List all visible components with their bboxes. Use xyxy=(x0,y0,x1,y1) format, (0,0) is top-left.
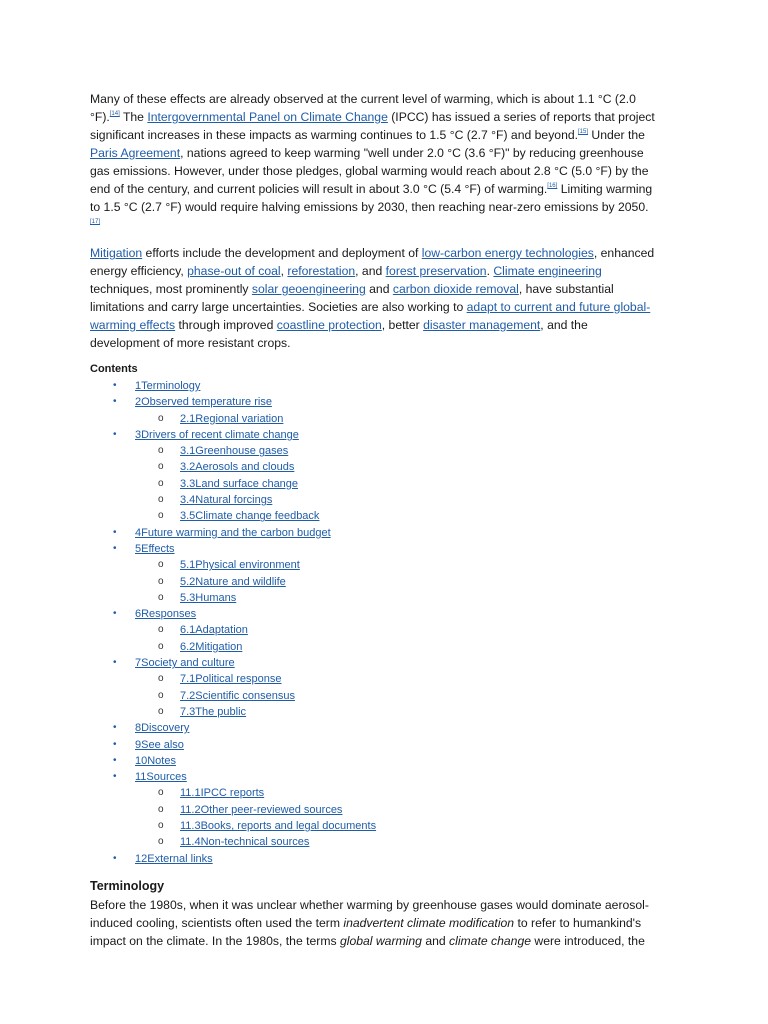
toc-link[interactable]: 7.3The public xyxy=(180,705,247,718)
link-solar-geoengineering[interactable]: solar geoengineering xyxy=(251,282,366,296)
link-coastline-protection[interactable]: coastline protection xyxy=(276,318,382,332)
toc-item xyxy=(90,851,658,867)
reference-link[interactable]: [17] xyxy=(90,219,101,225)
toc-subitem xyxy=(90,671,658,687)
circle-bullet-icon: o xyxy=(158,445,164,457)
circle-bullet-icon: o xyxy=(158,591,164,603)
toc-subitem xyxy=(90,818,658,834)
text: . xyxy=(486,264,494,278)
link-forest-preservation[interactable]: forest preservation xyxy=(385,264,487,278)
emphasis-text: inadvertent climate modification xyxy=(343,915,515,930)
toc-link[interactable]: 11.3Books, reports and legal documents xyxy=(180,820,377,833)
toc-link[interactable]: 7Society and culture xyxy=(135,657,235,670)
mitigation-paragraph xyxy=(90,244,658,352)
toc-link[interactable]: 6.1Adaptation xyxy=(180,624,248,637)
circle-bullet-icon: o xyxy=(158,640,164,652)
circle-bullet-icon: o xyxy=(158,836,164,848)
toc-link[interactable]: 11Sources xyxy=(135,771,187,784)
circle-bullet-icon: o xyxy=(158,477,164,489)
text: , xyxy=(280,264,288,278)
circle-bullet-icon: o xyxy=(158,820,164,832)
toc-subitem xyxy=(90,622,658,638)
toc-link[interactable]: 7.1Political response xyxy=(180,673,282,686)
intro-paragraph xyxy=(90,90,658,234)
circle-bullet-icon: o xyxy=(158,494,164,506)
toc-item xyxy=(90,378,658,394)
table-of-contents xyxy=(90,378,658,867)
link-paris-agreement[interactable]: Paris Agreement xyxy=(90,146,181,160)
link-reforestation[interactable]: reforestation xyxy=(287,264,356,278)
toc-subitem xyxy=(90,574,658,590)
link-adaptation[interactable]: adapt to current and future global-warming effects xyxy=(90,300,651,332)
toc-item xyxy=(90,525,658,541)
toc-link[interactable]: 10Notes xyxy=(135,754,176,767)
text: , enhanced energy efficiency, xyxy=(90,246,655,278)
circle-bullet-icon: o xyxy=(158,510,164,522)
emphasis-text: climate change xyxy=(449,933,532,948)
bullet-icon: • xyxy=(113,657,117,669)
bullet-icon: • xyxy=(113,608,117,620)
text: Limiting warming to 1.5 °C (2.7 °F) would require halving emissions by 2030, then reaching near-zero emissions by 2050. xyxy=(90,182,653,214)
bullet-icon: • xyxy=(113,771,117,783)
toc-item xyxy=(90,737,658,753)
text: The xyxy=(119,110,148,124)
reference-link[interactable]: [15] xyxy=(578,129,589,135)
toc-subitem xyxy=(90,459,658,475)
bullet-icon: • xyxy=(113,542,117,554)
circle-bullet-icon: o xyxy=(158,412,164,424)
circle-bullet-icon: o xyxy=(158,803,164,815)
toc-subitem xyxy=(90,785,658,801)
toc-item xyxy=(90,394,658,410)
toc-item xyxy=(90,606,658,622)
toc-subitem xyxy=(90,802,658,818)
toc-link[interactable]: 5.1Physical environment xyxy=(180,559,300,572)
toc-subitem xyxy=(90,557,658,573)
link-ipcc[interactable]: Intergovernmental Panel on Climate Change xyxy=(147,110,388,124)
text: , have substantial limitations and carry large uncertainties. Societies are also working to xyxy=(90,282,614,314)
toc-link[interactable]: 1Terminology xyxy=(135,380,201,392)
text: and xyxy=(421,933,450,948)
toc-subitem xyxy=(90,590,658,606)
text: , nations agreed to keep warming "well under 2.0 °C (3.6 °F)" by reducing greenhouse gas emissions. However, under those pledges, global warming would reach about 2.8 °C (5.0 °F) by the end of the century, and current policies will result in about 3.0 °C (5.4 °F) of warming. xyxy=(90,146,649,196)
toc-item xyxy=(90,720,658,736)
bullet-icon: • xyxy=(113,526,117,538)
toc-subitem xyxy=(90,639,658,655)
toc-link[interactable]: 3.3Land surface change xyxy=(180,477,299,490)
text: , better xyxy=(381,318,424,332)
toc-item xyxy=(90,769,658,785)
toc-subitem xyxy=(90,704,658,720)
circle-bullet-icon: o xyxy=(158,624,164,636)
toc-link[interactable]: 5.3Humans xyxy=(180,591,237,604)
text: , and xyxy=(355,264,386,278)
reference-link[interactable]: [16] xyxy=(547,183,558,189)
toc-item xyxy=(90,753,658,769)
toc-item xyxy=(90,655,658,671)
toc-link[interactable]: 12External links xyxy=(135,852,213,865)
bullet-icon: • xyxy=(113,380,117,391)
text: , and the development of more resistant crops. xyxy=(90,318,588,350)
toc-subitem xyxy=(90,492,658,508)
circle-bullet-icon: o xyxy=(158,559,164,571)
text: through improved xyxy=(175,318,277,332)
toc-link[interactable]: 2.1Regional variation xyxy=(180,412,284,425)
toc-link[interactable]: 5Effects xyxy=(135,542,175,555)
toc-link[interactable]: 4Future warming and the carbon budget xyxy=(135,526,331,539)
toc-link[interactable]: 5.2Nature and wildlife xyxy=(180,575,286,588)
text: and xyxy=(365,282,393,296)
circle-bullet-icon: o xyxy=(158,689,164,701)
circle-bullet-icon: o xyxy=(158,461,164,473)
circle-bullet-icon: o xyxy=(158,705,164,717)
toc-link[interactable]: 3.5Climate change feedback xyxy=(180,510,320,523)
text: Under the xyxy=(588,128,645,142)
bullet-icon: • xyxy=(113,754,117,766)
text: techniques, most prominently xyxy=(90,282,252,296)
toc-link[interactable]: 9See also xyxy=(135,738,184,751)
toc-subitem xyxy=(90,411,658,427)
circle-bullet-icon: o xyxy=(158,673,164,685)
circle-bullet-icon: o xyxy=(158,787,164,799)
link-low-carbon[interactable]: low-carbon energy technologies xyxy=(421,246,594,260)
toc-link[interactable]: 11.4Non-technical sources xyxy=(180,836,310,849)
text: (IPCC) has issued a series of reports that project significant increases in these impacts as warming continues to 1.5 °C (2.7 °F) and beyond. xyxy=(90,110,655,142)
link-climate-engineering[interactable]: Climate engineering xyxy=(493,264,602,278)
toc-item xyxy=(90,541,658,557)
toc-link[interactable]: 8Discovery xyxy=(135,722,190,735)
toc-link[interactable]: 6.2Mitigation xyxy=(180,640,243,653)
reference-link[interactable]: [14] xyxy=(109,111,120,117)
text: to refer to humankind's impact on the climate. In the 1980s, the terms xyxy=(90,915,642,948)
toc-subitem xyxy=(90,476,658,492)
toc-subitem xyxy=(90,834,658,850)
bullet-icon: • xyxy=(113,396,117,408)
toc-link[interactable]: 3.4Natural forcings xyxy=(180,494,273,507)
toc-link[interactable]: 7.2Scientific consensus xyxy=(180,689,295,702)
text: Many of these effects are already observed at the current level of warming, which is about 1.1 °C (2.0 °F). xyxy=(90,92,636,124)
toc-link[interactable]: 11.1IPCC reports xyxy=(180,787,265,800)
bullet-icon: • xyxy=(113,738,117,750)
toc-link[interactable]: 2Observed temperature rise xyxy=(135,396,272,409)
toc-link[interactable]: 6Responses xyxy=(135,608,197,621)
link-mitigation[interactable]: Mitigation xyxy=(90,246,143,260)
contents-title: Contents xyxy=(90,363,138,375)
text: Before the 1980s, when it was unclear whether warming by greenhouse gases would dominate aerosol-induced cooling, scientists often used the term xyxy=(90,897,649,930)
bullet-icon: • xyxy=(113,722,117,734)
emphasis-text: global warming xyxy=(339,933,422,948)
toc-subitem xyxy=(90,443,658,459)
bullet-icon: • xyxy=(113,852,117,864)
terminology-paragraph xyxy=(90,896,658,950)
toc-link[interactable]: 3Drivers of recent climate change xyxy=(135,428,299,441)
toc-subitem xyxy=(90,508,658,524)
toc-link[interactable]: 11.2Other peer-reviewed sources xyxy=(180,803,343,816)
toc-link[interactable]: 3.1Greenhouse gases xyxy=(180,445,289,458)
toc-subitem xyxy=(90,688,658,704)
link-phase-out-coal[interactable]: phase-out of coal xyxy=(187,264,281,278)
text: efforts include the development and deployment of xyxy=(142,246,422,260)
bullet-icon: • xyxy=(113,428,117,440)
link-disaster-management[interactable]: disaster management xyxy=(423,318,541,332)
section-heading-terminology: Terminology xyxy=(90,878,165,893)
circle-bullet-icon: o xyxy=(158,575,164,587)
text: were introduced, the xyxy=(531,933,645,948)
toc-item xyxy=(90,427,658,443)
toc-link[interactable]: 3.2Aerosols and clouds xyxy=(180,461,295,474)
link-carbon-dioxide-removal[interactable]: carbon dioxide removal xyxy=(392,282,519,296)
